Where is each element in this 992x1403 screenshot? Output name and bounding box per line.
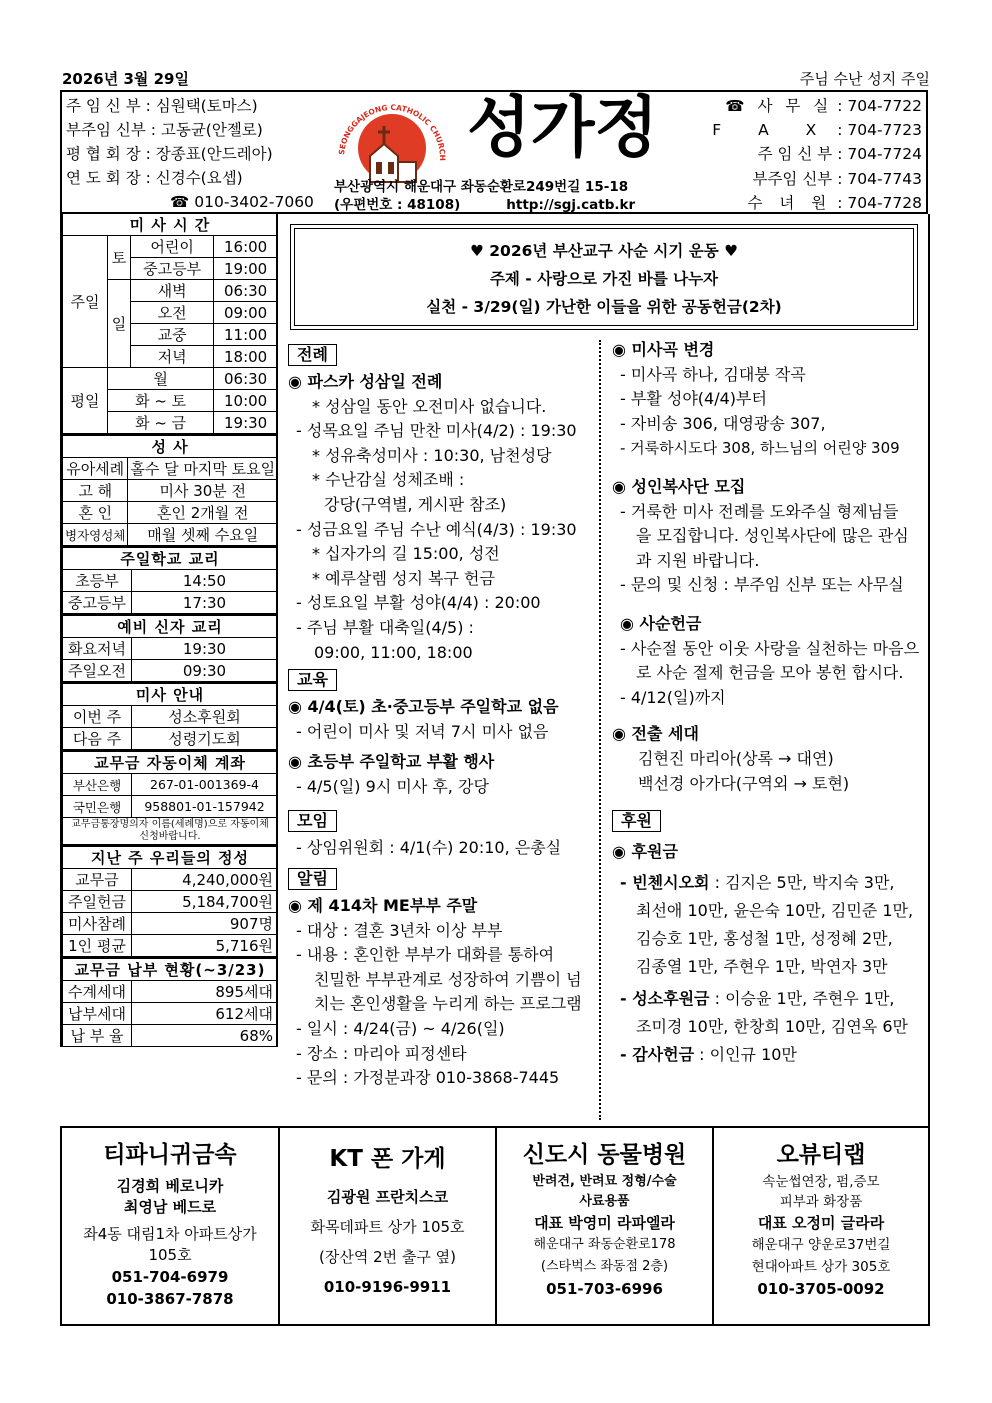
- campaign-action: 실천 - 3/29(일) 가난한 이들을 위한 공동헌금(2차): [426, 298, 782, 316]
- payment-status-table: 교무금 납부 현황(~3/23) 수계세대 895세대 납부세대 612세대 납 부 율 68%: [62, 957, 278, 1047]
- triduum-title: ◉ 파스카 성삼일 전례: [288, 372, 443, 391]
- website-link[interactable]: http://sgj.catb.kr: [506, 197, 636, 213]
- offering-table: 지난 주 우리들의 정성 교무금 4,240,000원 주일헌금 5,184,700원 미사참례 907명 1인 평균 5,716원: [62, 845, 278, 957]
- phone-icon: ☎: [170, 193, 190, 211]
- mass-guide-table: 미사 안내 이번 주 성소후원회 다음 주 성령기도회: [62, 682, 278, 750]
- ad-obeauty-lab: 오뷰티랩 속눈썹연장, 펌,증모 피부과 화장품 대표 오정미 글라라 해운대구 양운로37번길 현대아파트 상가 305호 010-3705-0092: [751, 1142, 891, 1298]
- ad-kt-phone: KT 폰 가게 김광원 프란치스코 화목데파트 상가 105호 (장산역 2번 출구 옆) 010-9196-9911: [280, 1128, 497, 1324]
- account-table: 교무금 자동이체 계좌 부산은행 267-01-001369-4 국민은행 958801-01-157942 교무금통장명의자 이름(세례명)으로 자동이체 신청바랍니다.: [62, 750, 278, 845]
- section-support: 후원: [612, 810, 661, 832]
- masthead: [60, 90, 928, 214]
- bulletin-date: 2026년 3월 29일: [62, 70, 189, 88]
- liturgical-day: 주님 수난 성지 주일: [799, 70, 930, 88]
- catechumen-table: 예비 신자 교리 화요저녁 19:30 주일오전 09:30: [62, 614, 278, 682]
- section-liturgy: 전례: [288, 344, 337, 366]
- clergy-list: 주 임 신 부 : 심원택(토마스) 부주임 신부 : 고동균(안젤로) 평 협 회 장 : 장종표(안드레아) 연 도 회 장 : 신경수(요셉) ☎ 010-3402-7060: [66, 97, 314, 211]
- campaign-theme: 주제 - 사랑으로 가진 바를 나누자: [489, 270, 719, 288]
- info-sidebar: [60, 214, 278, 1047]
- church-logo: [332, 96, 452, 188]
- ad-tiffany: 티파니귀금속 김경희 베로니카 최영남 베드로 좌4동 대림1차 아파트상가 105호 051-704-6979 010-3867-7878: [62, 1128, 280, 1324]
- sacraments-table: 성 사 유아세례 홀수 달 마지막 토요일 고 해 미사 30분 전 혼 인 혼인 2개월 전 병자영성체 매월 셋째 수요일: [62, 434, 278, 546]
- top-line: [62, 66, 930, 90]
- column-left: 전례 ◉ 파스카 성삼일 전례 * 성삼일 동안 오전미사 없습니다. - 성목요일 주님 만찬 미사(4/2) : 19:30 * 성유축성미사 : 10:30, 남천성당 * 수난감실 성체조배 : 강당(구역별, 게시판 참조) - 성금요일 주님 수난 예식(4/3) : 19:30 * 십자가의 길 15:00, 성전 * 예루살렘 성지 복구 헌금 - 성토요일 부활 성야(4/4) : 20:00 - 주님 부활 대축일(4/5) : 09:00, 11:00, 18:00 교육 ◉ 4/4(토) 초·중고등부 주일학교 없음 - 어린이 미사 및 저녁 7시 미사 없음 ◉ 초등부 주일학교 부활 행사 - 4/5(일) 9시 미사 후, 강당 모임 - 상임위원회 : 4/1(수) 20:10, 은총실 알림 ◉ 제 414차 ME부부 주말 - 대상 : 결혼 3년차 이상 부부 - 내용 : 혼인한 부부가 대화를 통하여 친밀한 부부관계로 성장하여 기쁨이 넘 치는 혼인생활을 누리게 하는 프로그램 - 일시 : 4/24(금) ~ 4/26(일) - 장소 : 마리아 피정센타 - 문의 : 가정분과장 010-3868-7445: [288, 340, 593, 1091]
- president-phone: 010-3402-7060: [194, 193, 314, 211]
- main-content: [278, 214, 930, 1126]
- logo-text: SEONGGAJEONG CATHOLIC CHURCH: [337, 102, 448, 161]
- campaign-title: ♥ 2026년 부산교구 사순 시기 운동 ♥: [469, 242, 738, 260]
- sponsor-ads: [60, 1126, 930, 1326]
- ad-animal-hospital: 신도시 동물병원 반려견, 반려묘 정형/수술 사료용품 대표 박영미 라파엘라 해운대구 좌동순환로178 (스타벅스 좌동점 2층) 051-703-6996: [497, 1128, 714, 1324]
- mass-times-table: 미 사 시 간 주일 토 어린이 16:00 중고등부 19:00 일 새벽 06:30 오전 09:00 교중 11:00 저녁 18:00 평일 월 06:30 화 ~ 토 10:00 화 ~ 금 19:30: [62, 214, 278, 434]
- column-divider: [599, 340, 601, 1120]
- section-notice: 알림: [288, 868, 337, 890]
- account-note: 교무금통장명의자 이름(세례명)으로 자동이체 신청바랍니다.: [63, 818, 278, 845]
- office-contacts: ☎ 사 무 실 : 704-7722 F A X : 704-7723 주 임 신 부 : 704-7724 부주임 신부 : 704-7743 수 녀 원 : 704-7728: [712, 97, 922, 212]
- section-education: 교육: [288, 669, 337, 691]
- bulletin-title: 성가정: [467, 89, 659, 166]
- church-address: 부산광역시 해운대구 좌동순환로249번길 15-18 (우편번호 : 48108) http://sgj.catb.kr: [334, 179, 636, 213]
- section-meeting: 모임: [288, 810, 337, 832]
- lent-campaign-box: [290, 224, 918, 330]
- sunday-school-table: 주일학교 교리 초등부 14:50 중고등부 17:30: [62, 546, 278, 614]
- column-right: ◉ 미사곡 변경 - 미사곡 하나, 김대붕 작곡 - 부활 성야(4/4)부터 - 자비송 306, 대영광송 307, - 거룩하시도다 308, 하느님의 어린양 309 ◉ 성인복사단 모집 - 거룩한 미사 전례를 도와주실 형제님들 을 모집합니다. 성인복사단에 많은 관심 과 지원 바랍니다. - 문의 및 신청 : 부주임 신부 또는 사무실 ◉ 사순헌금 - 사순절 동안 이웃 사랑을 실천하는 마음으 로 사순 절제 헌금을 모아 봉헌 합시다. - 4/12(일)까지 ◉ 전출 세대 김현진 마리아(상록 → 대연) 백선경 아가다(구역외 → 토현) 후원 ◉ 후원금 - 빈첸시오회 : 김지은 5만, 박지숙 3만, 최선애 10만, 윤은숙 10만, 김민준 1만, 김승호 1만, 홍성철 1만, 성정혜 2만, 김종열 1만, 주현우 1만, 박연자 3만 - 성소후원금 : 이승윤 1만, 주현우 1만, 조미경 10만, 한창희 10만, 김연옥 6만 - 감사헌금 : 이인규 10만: [612, 340, 920, 1064]
